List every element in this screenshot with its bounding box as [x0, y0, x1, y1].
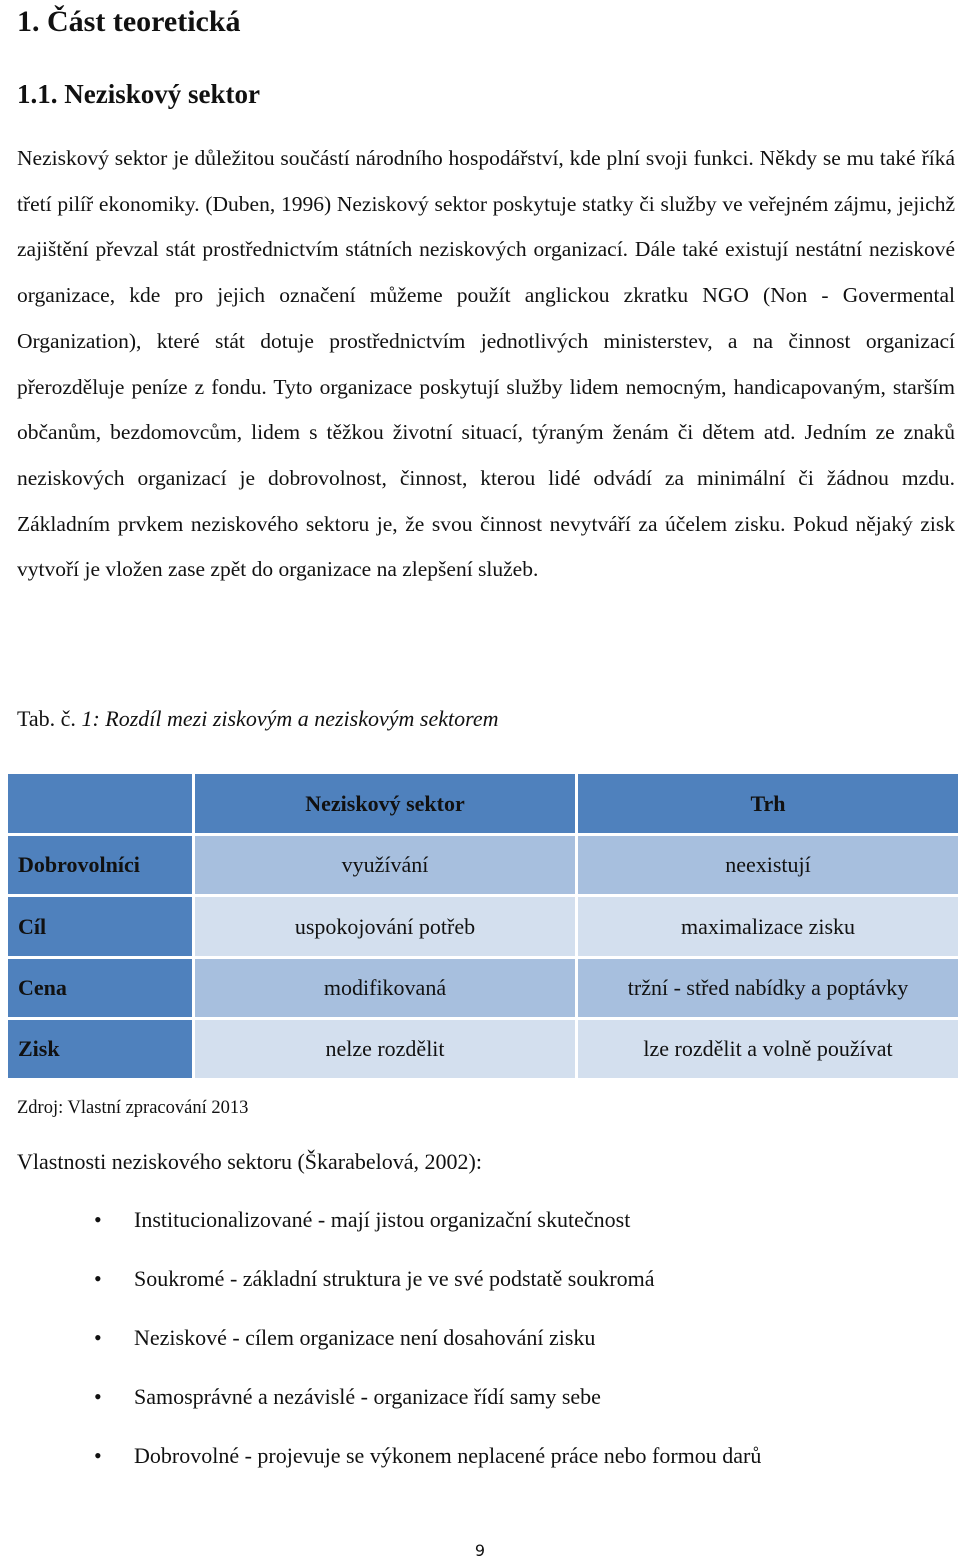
- list-item-text: Neziskové - cílem organizace není dosahování zisku: [134, 1325, 596, 1350]
- table-caption-prefix: Tab. č.: [17, 706, 76, 731]
- list-item: [0, 1381, 960, 1440]
- list-item-text: Soukromé - základní struktura je ve své podstatě soukromá: [134, 1266, 655, 1291]
- row-label: Zisk: [7, 1018, 194, 1079]
- cell-nonprofit: nelze rozdělit: [194, 1018, 577, 1079]
- comparison-table: [5, 771, 960, 1081]
- section-heading: 1.1. Neziskový sektor: [17, 79, 260, 109]
- list-item-text: Institucionalizované - mají jistou organizační skutečnost: [134, 1207, 631, 1232]
- table-row: [7, 835, 960, 896]
- table-caption: [17, 703, 499, 735]
- list-item: [0, 1322, 960, 1381]
- table-row: [7, 896, 960, 957]
- cell-nonprofit: využívání: [194, 835, 577, 896]
- row-label: Dobrovolníci: [7, 835, 194, 896]
- header-market: Trh: [577, 773, 960, 835]
- list-item-text: Samosprávné a nezávislé - organizace řídí samy sebe: [134, 1384, 601, 1409]
- bullet-icon: •: [94, 1384, 102, 1409]
- table-source: Zdroj: Vlastní zpracování 2013: [17, 1098, 249, 1118]
- list-item: [0, 1263, 960, 1322]
- cell-market: tržní - střed nabídky a poptávky: [577, 957, 960, 1018]
- cell-market: maximalizace zisku: [577, 896, 960, 957]
- table-caption-title: 1: Rozdíl mezi ziskovým a neziskovým sektorem: [81, 706, 499, 731]
- bullet-icon: •: [94, 1443, 102, 1468]
- bullet-icon: •: [94, 1325, 102, 1350]
- bullet-icon: •: [94, 1207, 102, 1232]
- properties-intro: Vlastnosti neziskového sektoru (Škarabelová, 2002):: [17, 1149, 482, 1174]
- cell-nonprofit: uspokojování potřeb: [194, 896, 577, 957]
- chapter-heading: 1. Část teoretická: [17, 5, 241, 38]
- cell-market: neexistují: [577, 835, 960, 896]
- list-item: [0, 1440, 960, 1499]
- table-row: [7, 957, 960, 1018]
- properties-list: [0, 1204, 960, 1499]
- page-number: 9: [474, 1541, 486, 1560]
- list-item-text: Dobrovolné - projevuje se výkonem neplacené práce nebo formou darů: [134, 1443, 762, 1468]
- row-label: Cena: [7, 957, 194, 1018]
- list-item: [0, 1204, 960, 1263]
- header-nonprofit: Neziskový sektor: [194, 773, 577, 835]
- cell-nonprofit: modifikovaná: [194, 957, 577, 1018]
- table-corner-cell: [7, 773, 194, 835]
- body-paragraph: Neziskový sektor je důležitou součástí národního hospodářství, kde plní svoji funkci. Někdy se mu také říká třetí pilíř ekonomiky. (Duben, 1996) Neziskový sektor poskytuje statky či služby ve veřejném zájmu, jejichž zajištění převzal stát prostřednictvím státních neziskových organizací. Dále také existují nestátní neziskové organizace, kde pro jejich označení můžeme použít anglickou zkratku NGO (Non - Govermental Organization), které stát dotuje prostřednictvím jednotlivých ministerstev, a na činnost organizací přerozděluje peníze z fondu. Tyto organizace poskytují služby lidem nemocným, handicapovaným, starším občanům, bezdomovcům, lidem s těžkou životní situací, týraným ženám či dětem atd. Jedním ze znaků neziskových organizací je dobrovolnost, činnost, kterou lidé odvádí za minimální či žádnou mzdu. Základním prvkem neziskového sektoru je, že svou činnost nevytváří za účelem zisku. Pokud nějaký zisk vytvoří je vložen zase zpět do organizace na zlepšení služeb.: [17, 146, 955, 582]
- row-label: Cíl: [7, 896, 194, 957]
- table-row: [7, 1018, 960, 1079]
- table-header-row: [7, 773, 960, 835]
- cell-market: lze rozdělit a volně používat: [577, 1018, 960, 1079]
- bullet-icon: •: [94, 1266, 102, 1291]
